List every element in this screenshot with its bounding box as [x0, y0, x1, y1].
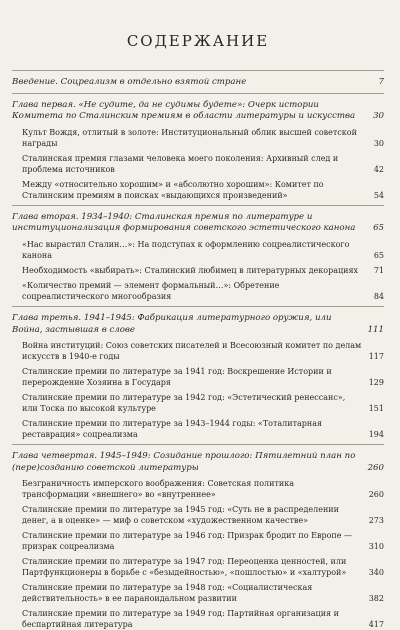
toc-entry-title: Глава первая. «Не судите, да не судимы будете»: Очерк истории Комитета по Сталинским премиям в области литературы и искусства [12, 99, 356, 122]
toc-entry-title: Глава вторая. 1934–1940: Сталинская премия по литературе и институционализация формирования советского эстетического канона [12, 211, 356, 234]
toc-page-number: 7 [378, 77, 384, 87]
toc-page-number: 260 [368, 490, 384, 500]
toc-entry-title: Война институций: Союз советских писателей и Всесоюзный комитет по делам искусств в 1940-е годы [22, 341, 362, 362]
toc-entry-title: Культ Вождя, отлитый в золоте: Институциональный облик высшей советской награды [22, 127, 357, 148]
toc-section-entry[interactable] [12, 127, 384, 149]
toc-chapter-entry[interactable] [12, 212, 384, 235]
toc-entry-title: Сталинские премии по литературе за 1942 год: «Эстетический ренессанс», или Тоска по высокой культуре [22, 393, 346, 414]
toc-page-number: 111 [367, 324, 384, 335]
toc-section-entry[interactable] [12, 504, 384, 526]
toc-section-entry[interactable] [12, 530, 384, 552]
toc-page-number: 117 [368, 352, 384, 362]
toc-chapter-entry[interactable] [12, 313, 384, 336]
chapter-divider [12, 205, 384, 206]
toc-page-number: 42 [373, 164, 384, 174]
toc-entry-title: Глава третья. 1941–1945: Фабрикация литературного оружия, или Война, застывшая в слове [12, 312, 332, 335]
toc-entry-title: Безграничность имперского воображения: Советская политика трансформации «внешнего» во «внутреннее» [22, 479, 294, 500]
toc-page-number: 71 [373, 265, 384, 275]
toc-page-number: 84 [373, 291, 384, 301]
toc-entry-title: Сталинские премии по литературе за 1945 год: «Суть не в распределении денег, а в оценке» — миф о советском «художественном качестве» [22, 505, 339, 526]
toc-section-entry[interactable] [12, 280, 384, 302]
toc-entry-title: Сталинские премии по литературе за 1947 год: Переоценка ценностей, или Партфункционеры в борьбе с «безыдейностью», «пошлостью» и «халтурой» [22, 557, 347, 578]
toc-section-entry[interactable] [12, 608, 384, 630]
toc-page-number: 310 [368, 542, 384, 552]
chapter-divider [12, 306, 384, 307]
toc-section-entry[interactable] [12, 340, 384, 362]
toc-page-number: 30 [373, 138, 384, 148]
toc-entry-title: Глава четвертая. 1945–1949: Созидание прошлого: Пятилетний план по (пере)созданию советской литературы [12, 451, 356, 473]
toc-page-number: 382 [368, 594, 384, 604]
toc-page-number: 260 [367, 462, 384, 473]
toc-section-entry[interactable] [12, 418, 384, 440]
toc-page-number: 65 [373, 250, 384, 260]
toc-entry-title: Сталинские премии по литературе за 1946 год: Призрак бродит по Европе — призрак соцреализма [22, 531, 352, 552]
toc-section-entry[interactable] [12, 179, 384, 201]
toc-entry-title: Сталинские премии по литературе за 1949 год: Партийная организация и беспартийная литература [22, 609, 339, 630]
toc-section-entry[interactable] [12, 478, 384, 500]
toc-section-entry[interactable] [12, 239, 384, 261]
toc-page-number: 129 [368, 378, 384, 388]
toc-section-entry[interactable] [12, 153, 384, 175]
toc-entry-title: Между «относительно хорошим» и «абсолютно хорошим»: Комитет по Сталинским премиям в поисках «выдающихся произведений» [22, 179, 324, 200]
toc-entry-title: Сталинские премии по литературе за 1948 год: «Социалистическая действительность» в ее параноидальном развитии [22, 583, 313, 604]
toc-entry-title: Необходимость «выбирать»: Сталинский любимец в литературных декорациях [22, 265, 359, 275]
chapter-divider [12, 444, 384, 445]
toc-page-number: 417 [368, 620, 384, 630]
toc-section-entry[interactable] [12, 265, 384, 276]
chapter-divider [12, 70, 384, 71]
chapter-divider [12, 93, 384, 94]
toc-section-entry[interactable] [12, 582, 384, 604]
toc-entry-title: Сталинские премии по литературе за 1941 год: Воскрешение Истории и перерождение Хозяина в Государя [22, 367, 332, 388]
toc-list [12, 70, 384, 630]
toc-section-entry[interactable] [12, 392, 384, 414]
toc-page-number: 340 [368, 568, 384, 578]
toc-page-number: 151 [368, 404, 384, 414]
toc-entry-title: «Количество премий — элемент формальный…»: Обретение соцреалистического многообразия [22, 280, 280, 301]
toc-page-number: 65 [373, 223, 384, 234]
toc-entry-title: Сталинская премия глазами человека моего поколения: Архивный след и проблема источников [22, 153, 339, 174]
toc-chapter-entry[interactable] [12, 77, 384, 89]
toc-chapter-entry[interactable] [12, 451, 384, 474]
page-title: СОДЕРЖАНИЕ [126, 32, 270, 50]
toc-entry-title: «Нас вырастил Сталин…»: На подступах к оформлению соцреалистического канона [22, 239, 350, 260]
toc-chapter-entry[interactable] [12, 100, 384, 123]
toc-section-entry[interactable] [12, 366, 384, 388]
toc-page-number: 54 [373, 190, 384, 200]
toc-section-entry[interactable] [12, 556, 384, 578]
toc-entry-title: Введение. Соцреализм в отдельно взятой стране [12, 77, 247, 87]
toc-page-number: 194 [368, 430, 384, 440]
toc-page-number: 273 [368, 516, 384, 526]
toc-entry-title: Сталинские премии по литературе за 1943–1944 годы: «Тоталитарная реставрация» соцреализма [22, 419, 323, 440]
toc-page-number: 30 [373, 111, 384, 122]
